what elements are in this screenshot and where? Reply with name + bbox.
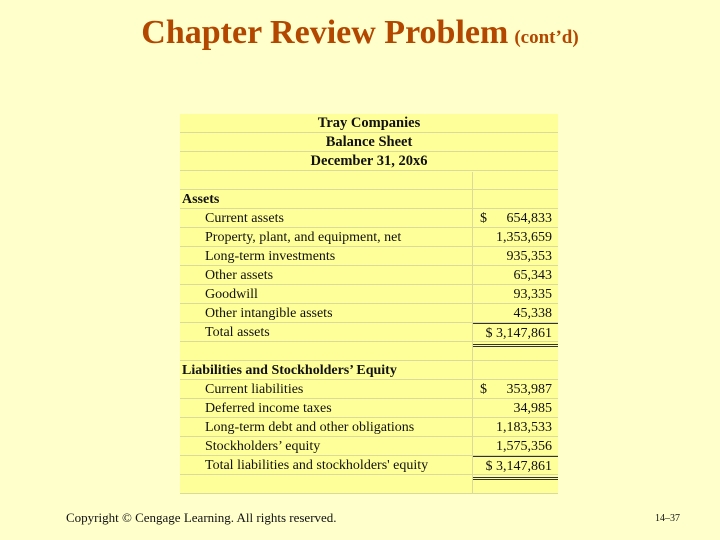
copyright-notice: Copyright © Cengage Learning. All rights reserved. [66, 510, 337, 525]
row-label: Long-term investments [205, 249, 336, 264]
currency-sign: $ [480, 211, 487, 226]
row-value: 353,987 [506, 382, 552, 397]
row-value: 65,343 [513, 268, 552, 283]
row-label: Total liabilities and stockholders' equity [205, 458, 429, 473]
table-row [180, 418, 558, 437]
assets-heading: Assets [182, 192, 220, 207]
blank-row [180, 171, 558, 190]
assets-heading-row [180, 190, 558, 209]
slide-title [0, 14, 720, 52]
page-number: 14–37 [655, 513, 680, 524]
row-label: Current assets [205, 211, 284, 226]
row-label: Total assets [205, 325, 270, 340]
total-assets-row [180, 323, 558, 342]
row-label: Stockholders’ equity [205, 439, 321, 454]
table-row [180, 228, 558, 247]
row-value: 935,353 [506, 249, 552, 264]
slide-title-main: Chapter Review Problem [141, 14, 509, 51]
row-value: 93,335 [513, 287, 552, 302]
blank-row [180, 342, 558, 361]
row-label: Deferred income taxes [205, 401, 332, 416]
table-row [180, 266, 558, 285]
row-label: Other assets [205, 268, 274, 283]
total-liabilities-value: $ 3,147,861 [485, 459, 552, 474]
table-row [180, 380, 558, 399]
row-value: 1,575,356 [496, 439, 552, 454]
table-row [180, 399, 558, 418]
total-assets-value: $ 3,147,861 [485, 326, 552, 341]
row-value: 1,183,533 [496, 420, 552, 435]
table-row [180, 304, 558, 323]
slide-title-suffix: (cont’d) [514, 27, 579, 48]
table-row [180, 209, 558, 228]
row-label: Property, plant, and equipment, net [205, 230, 402, 245]
balance-sheet [180, 114, 558, 494]
row-label: Goodwill [205, 287, 258, 302]
table-row [180, 285, 558, 304]
blank-row [180, 475, 558, 494]
row-label: Other intangible assets [205, 306, 333, 321]
statement-title: Balance Sheet [180, 133, 558, 152]
table-row [180, 437, 558, 456]
row-value: 34,985 [513, 401, 552, 416]
currency-sign: $ [480, 382, 487, 397]
table-row [180, 247, 558, 266]
row-label: Current liabilities [205, 382, 304, 397]
row-value: 654,833 [506, 211, 552, 226]
liabilities-heading-row [180, 361, 558, 380]
row-value: 1,353,659 [496, 230, 552, 245]
statement-date: December 31, 20x6 [180, 152, 558, 171]
row-label: Long-term debt and other obligations [205, 420, 415, 435]
total-liabilities-row [180, 456, 558, 475]
row-value: 45,338 [513, 306, 552, 321]
liabilities-heading: Liabilities and Stockholders’ Equity [182, 363, 397, 378]
company-name: Tray Companies [180, 114, 558, 133]
